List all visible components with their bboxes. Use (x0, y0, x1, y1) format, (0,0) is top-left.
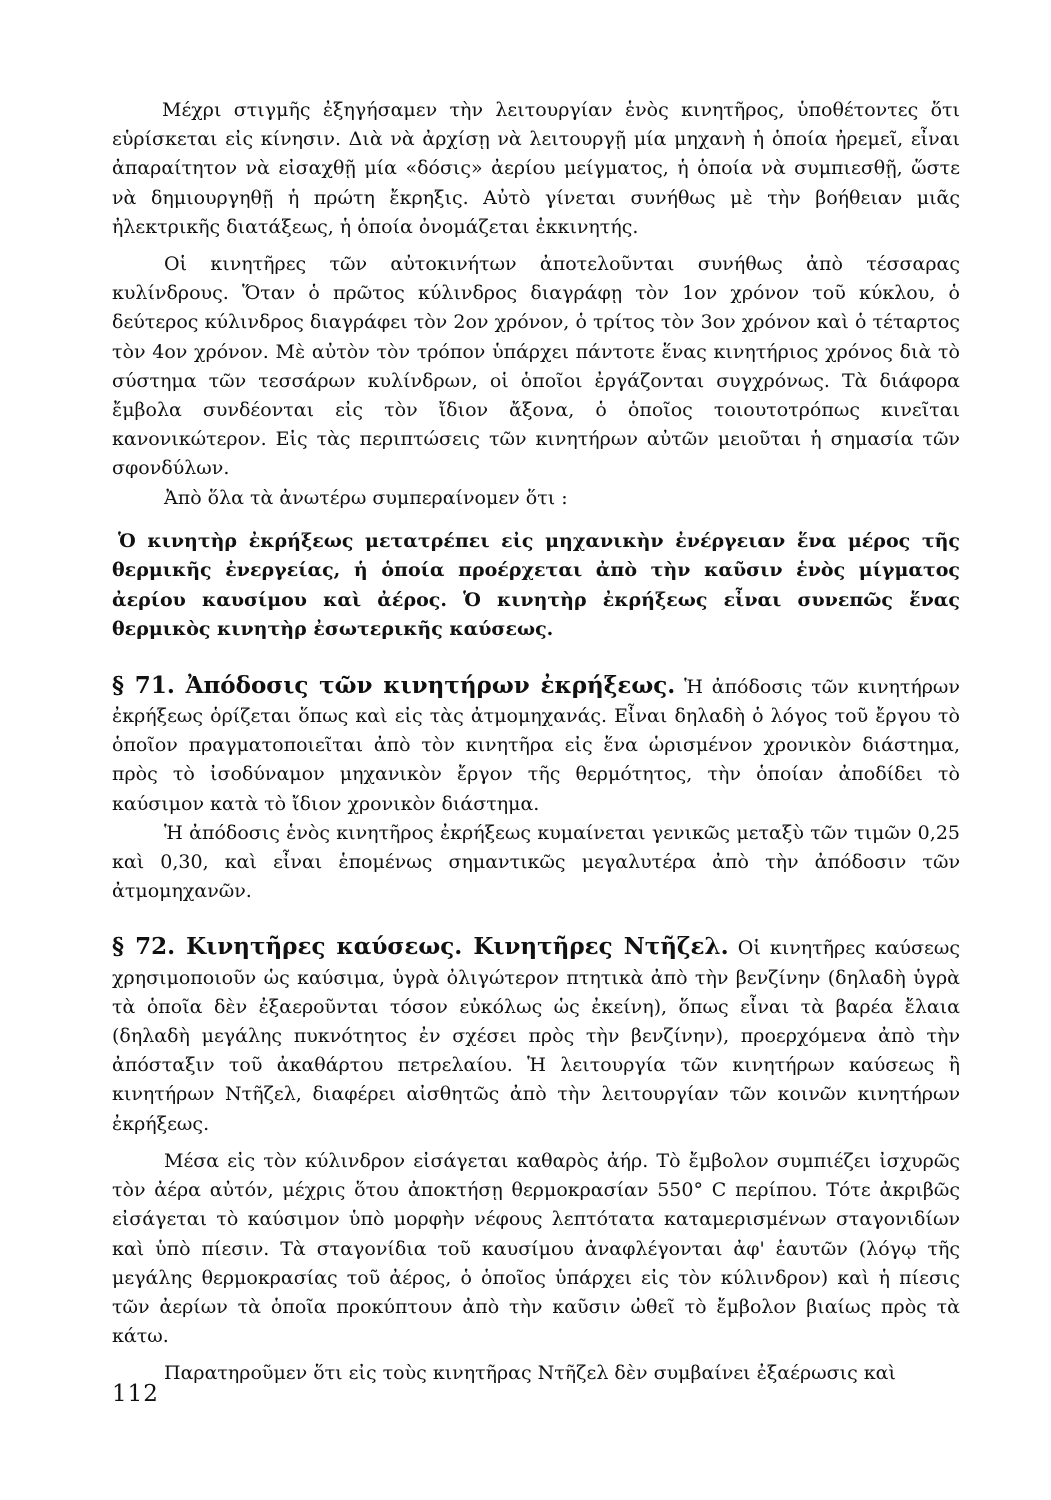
section-71-paragraph-2: Ἡ ἀπόδοσις ἑνὸς κινητῆρος ἐκρήξεως κυμαίνεται γενικῶς μεταξὺ τῶν τιμῶν 0,25 καὶ 0,30, καὶ εἶναι ἑπομένως σημαντικῶς μεγαλυτέρα ἀπὸ τὴν ἀπόδοσιν τῶν ἀτμομηχανῶν. (112, 821, 960, 903)
body-text (112, 96, 960, 1389)
section-71-heading: § 71. Ἀπόδοσις τῶν κινητήρων ἐκρήξεως. (112, 671, 676, 699)
section-71-paragraph-1 (112, 671, 960, 819)
section-72-paragraph-3: Παρατηροῦμεν ὅτι εἰς τοὺς κινητῆρας Ντῆζελ δὲν συμβαίνει ἐξαέρωσις καὶ (164, 1362, 896, 1385)
section-72-heading: § 72. Κινητῆρες καύσεως. Κινητῆρες Ντῆζελ. (112, 933, 729, 961)
section-72-paragraph-1 (112, 932, 960, 1138)
intro-paragraph-1: Μέχρι στιγμῆς ἐξηγήσαμεν τὴν λειτουργίαν ἑνὸς κινητῆρος, ὑποθέτοντες ὅτι εὑρίσκεται εἰς κίνησιν. Διὰ νὰ ἀρχίσῃ νὰ λειτουργῇ μία μηχανὴ ἡ ὁποία ἠρεμεῖ, εἶναι ἀπαραίτητον νὰ εἰσαχθῇ μία «δόσις» ἀερίου μείγματος, ἡ ὁποία νὰ συμπιεσθῇ, ὥστε νὰ δημιουργηθῇ ἡ πρώτη ἔκρηξις. Αὐτὸ γίνεται συνήθως μὲ τὴν βοήθειαν μιᾶς ἠλεκτρικῆς διατάξεως, ἡ ὁποία ὀνομάζεται ἐκκινητής. (112, 99, 960, 238)
summary-paragraph: Ὁ κινητὴρ ἐκρήξεως μετατρέπει εἰς μηχανικὴν ἐνέργειαν ἕνα μέρος τῆς θερμικῆς ἐνεργείας, ἡ ὁποία προέρχεται ἀπὸ τὴν καῦσιν ἑνὸς μίγματος ἀερίου καυσίμου καὶ ἀέρος. Ὁ κινητὴρ ἐκρήξεως εἶναι συνεπῶς ἕνας θερμικὸς κινητὴρ ἐσωτερικῆς καύσεως. (112, 529, 960, 641)
section-72-paragraph-2: Μέσα εἰς τὸν κύλινδρον εἰσάγεται καθαρὸς ἀήρ. Τὸ ἔμβολον συμπιέζει ἰσχυρῶς τὸν ἀέρα αὐτόν, μέχρις ὅτου ἀποκτήσῃ θερμοκρασίαν 550° C περίπου. Τότε ἀκριβῶς εἰσάγεται τὸ καύσιμον ὑπὸ μορφὴν νέφους λεπτότατα καταμερισμένων σταγονιδίων καὶ ὑπὸ πίεσιν. Τὰ σταγονίδια τοῦ καυσίμου ἀναφλέγονται ἀφ' ἑαυτῶν (λόγῳ τῆς μεγάλης θερμοκρασίας τοῦ ἀέρος, ὁ ὁποῖος ὑπάρχει εἰς τὸν κύλινδρον) καὶ ἡ πίεσις τῶν ἀερίων τὰ ὁποῖα προκύπτουν ἀπὸ τὴν καῦσιν ὠθεῖ τὸ ἔμβολον βιαίως πρὸς τὰ κάτω. (112, 1149, 960, 1348)
section-71-text: Ἡ ἀπόδοσις τῶν κινητήρων ἐκρήξεως ὁρίζεται ὅπως καὶ εἰς τὰς ἀτμομηχανάς. Εἶναι δηλαδὴ ὁ λόγος τοῦ ἔργου τὸ ὁποῖον πραγματοποιεῖται ἀπὸ τὸν κινητῆρα εἰς ἕνα ὡρισμένον χρονικὸν διάστημα, πρὸς τὸ ἰσοδύναμον μηχανικὸν ἔργον τῆς θερμότητος, τὴν ὁποίαν ἀποδίδει τὸ καύσιμον κατὰ τὸ ἴδιον χρονικὸν διάστημα. (112, 675, 960, 815)
intro-paragraph-3: Ἀπὸ ὅλα τὰ ἀνωτέρω συμπεραίνομεν ὅτι : (164, 486, 568, 509)
page-number: 112 (112, 1381, 159, 1407)
section-72-text: Οἱ κινητῆρες καύσεως χρησιμοποιοῦν ὡς καύσιμα, ὑγρὰ ὀλιγώτερον πτητικὰ ἀπὸ τὴν βενζίνην (δηλαδὴ ὑγρὰ τὰ ὁποῖα δὲν ἐξαεροῦνται τόσον εὐκόλως ὡς ἐκείνη), ὅπως εἶναι τὰ βαρέα ἔλαια (δηλαδὴ μεγάλης πυκνότητος ἐν σχέσει πρὸς τὴν βενζίνην), προερχόμενα ἀπὸ τὴν ἀπόσταξιν τοῦ ἀκαθάρτου πετρελαίου. Ἡ λειτουργία τῶν κινητήρων καύσεως ἢ κινητήρων Ντῆζελ, διαφέρει αἰσθητῶς ἀπὸ τὴν λειτουργίαν τῶν κοινῶν κινητήρων ἐκρήξεως. (112, 937, 960, 1135)
intro-paragraph-2: Οἱ κινητῆρες τῶν αὐτοκινήτων ἀποτελοῦνται συνήθως ἀπὸ τέσσαρας κυλίνδρους. Ὅταν ὁ πρῶτος κύλινδρος διαγράφῃ τὸν 1ον χρόνον τοῦ κύκλου, ὁ δεύτερος κύλινδρος διαγράφει τὸν 2ον χρόνον, ὁ τρίτος τὸν 3ον χρόνον καὶ ὁ τέταρτος τὸν 4ον χρόνον. Μὲ αὐτὸν τὸν τρόπον ὑπάρχει πάντοτε ἕνας κινητήριος χρόνος διὰ τὸ σύστημα τῶν τεσσάρων κυλίνδρων, οἱ ὁποῖοι ἐργάζονται συγχρόνως. Τὰ διάφορα ἔμβολα συνδέονται εἰς τὸν ἴδιον ἄξονα, ὁ ὁποῖος τοιουτοτρόπως κινεῖται κανονικώτερον. Εἰς τὰς περιπτώσεις τῶν κινητήρων αὐτῶν μειοῦται ἡ σημασία τῶν σφονδύλων. (112, 253, 960, 480)
